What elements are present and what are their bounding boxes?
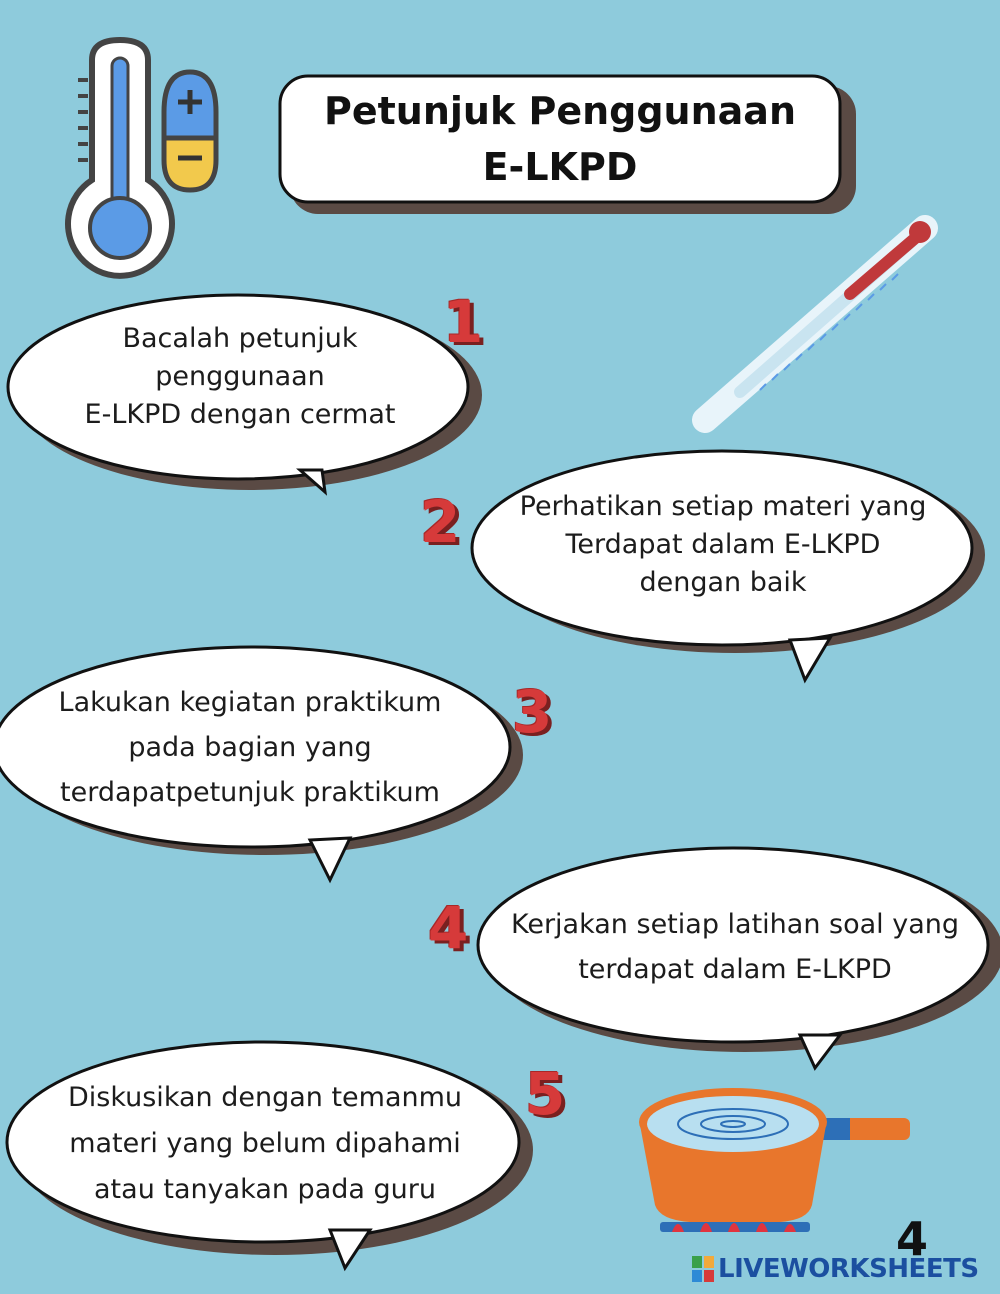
step-5-line-1: Diskusikan dengan temanmu — [67, 1082, 463, 1113]
step-3-line-1: Lakukan kegiatan praktikum — [58, 687, 442, 718]
page-title — [280, 76, 840, 201]
pot-icon — [639, 1088, 910, 1232]
step-text-3 — [20, 680, 480, 815]
step-3-line-3: terdapatpetunjuk praktikum — [60, 777, 440, 808]
step-3-line-2: pada bagian yang — [128, 732, 372, 763]
step-number-3: 3 — [512, 678, 553, 746]
step-2-line-1: Perhatikan setiap materi yang — [519, 491, 927, 522]
title-line-2: E-LKPD — [482, 144, 638, 189]
liveworksheets-logo-icon — [692, 1256, 714, 1282]
step-1-line-1: Bacalah petunjuk — [122, 323, 358, 354]
step-1-line-2: penggunaan — [155, 361, 325, 392]
step-number-1: 1 — [443, 288, 484, 356]
glass-thermometer-icon — [705, 221, 931, 420]
page-number: 4 — [896, 1212, 929, 1266]
brand-name: LIVEWORKSHEETS — [718, 1254, 979, 1284]
step-number-2: 2 — [420, 488, 461, 556]
title-line-1: Petunjuk Penggunaan — [324, 88, 796, 133]
step-5-line-3: atau tanyakan pada guru — [94, 1174, 436, 1205]
step-text-5 — [25, 1075, 505, 1213]
battery-icon — [164, 72, 216, 190]
step-1-line-3: E-LKPD dengan cermat — [84, 399, 396, 430]
thermometer-icon — [68, 40, 172, 276]
step-4-line-2: terdapat dalam E-LKPD — [578, 954, 892, 985]
liveworksheets-watermark[interactable] — [692, 1252, 992, 1286]
step-number-5: 5 — [525, 1060, 566, 1128]
step-text-2 — [488, 488, 958, 602]
step-number-4: 4 — [428, 894, 469, 962]
step-4-line-1: Kerjakan setiap latihan soal yang — [510, 909, 960, 940]
step-2-line-2: Terdapat dalam E-LKPD — [565, 529, 881, 560]
step-2-line-3: dengan baik — [639, 567, 807, 598]
step-5-line-2: materi yang belum dipahami — [69, 1128, 461, 1159]
step-text-1 — [30, 320, 450, 434]
step-text-4 — [490, 902, 980, 992]
